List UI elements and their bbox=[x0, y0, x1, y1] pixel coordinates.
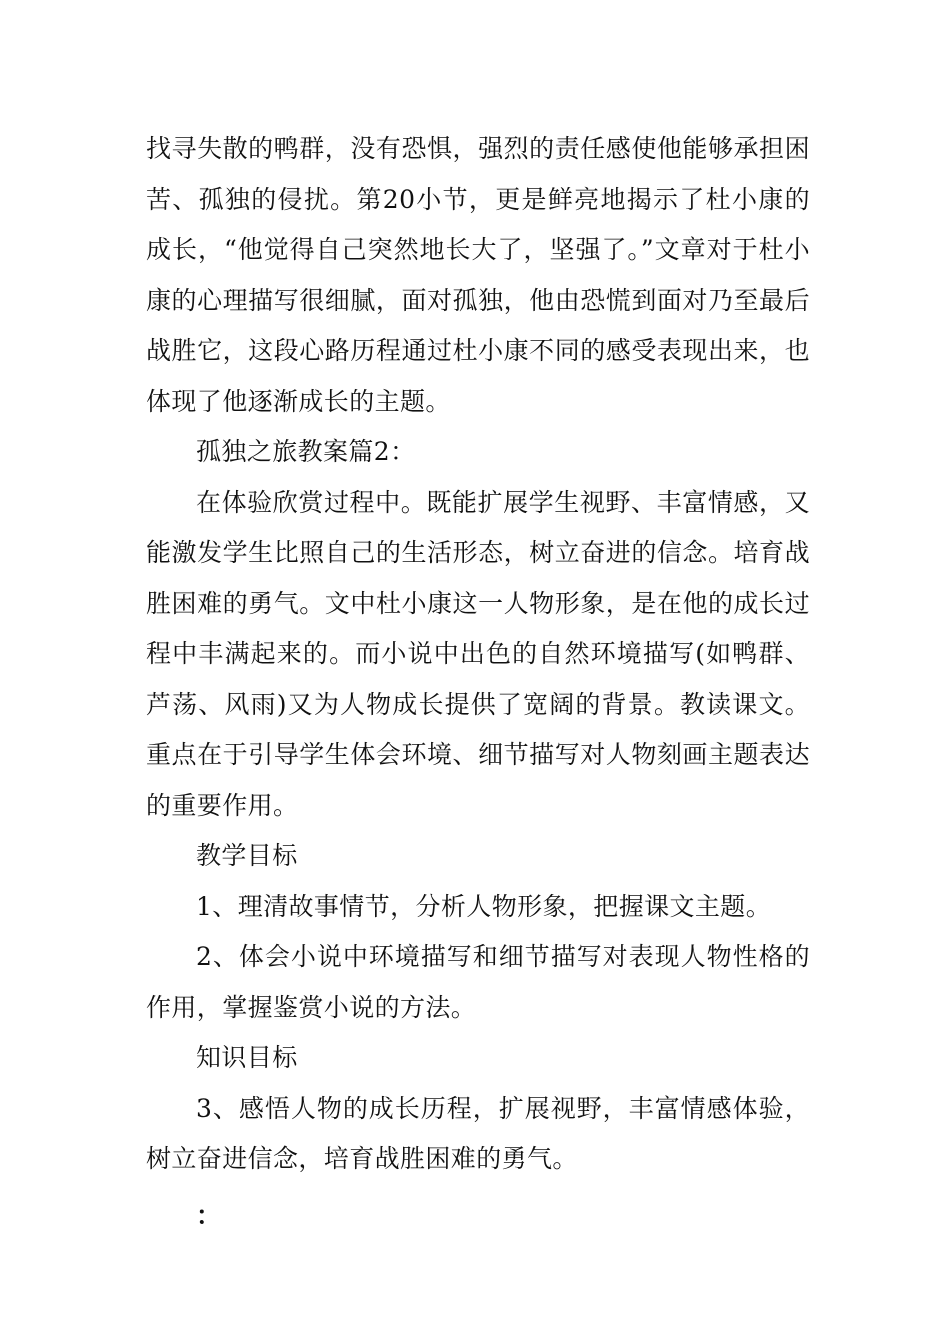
paragraph-continuation: 找寻失散的鸭群，没有恐惧，强烈的责任感使他能够承担困苦、孤独的侵扰。第20小节，更是鲜亮地揭示了杜小康的成长，“他觉得自己突然地长大了，坚强了。”文章对于杜小康的心理描写很细腻，面对孤独，他由恐慌到面对乃至最后战胜它，这段心路历程通过杜小康不同的感受表现出来，也体现了他逐渐成长的主题。 bbox=[146, 134, 810, 416]
heading-knowledge-goals: 知识目标 bbox=[196, 1043, 298, 1072]
heading-teaching-goals: 教学目标 bbox=[196, 841, 298, 870]
trailing-colon: ： bbox=[196, 1200, 222, 1230]
paragraph-intro: 在体验欣赏过程中。既能扩展学生视野、丰富情感，又能激发学生比照自己的生活形态，树立奋进的信念。培育战胜困难的勇气。文中杜小康这一人物形象，是在他的成长过程中丰满起来的。而小说中出色的自然环境描写(如鸭群、芦荡、风雨)又为人物成长提供了宽阔的背景。教读课文。重点在于引导学生体会环境、细节描写对人物刻画主题表达的重要作用。 bbox=[146, 487, 810, 820]
goal-item-2: 2、体会小说中环境描写和细节描写对表现人物性格的作用，掌握鉴赏小说的方法。 bbox=[146, 942, 810, 1022]
document-body bbox=[146, 124, 810, 1241]
goal-item-1: 1、理清故事情节，分析人物形象，把握课文主题。 bbox=[196, 891, 772, 921]
goal-item-3: 3、感悟人物的成长历程，扩展视野，丰富情感体验，树立奋进信念，培育战胜困难的勇气。 bbox=[146, 1093, 810, 1173]
section-heading-lesson-plan-2: 孤独之旅教案篇2： bbox=[196, 437, 416, 466]
